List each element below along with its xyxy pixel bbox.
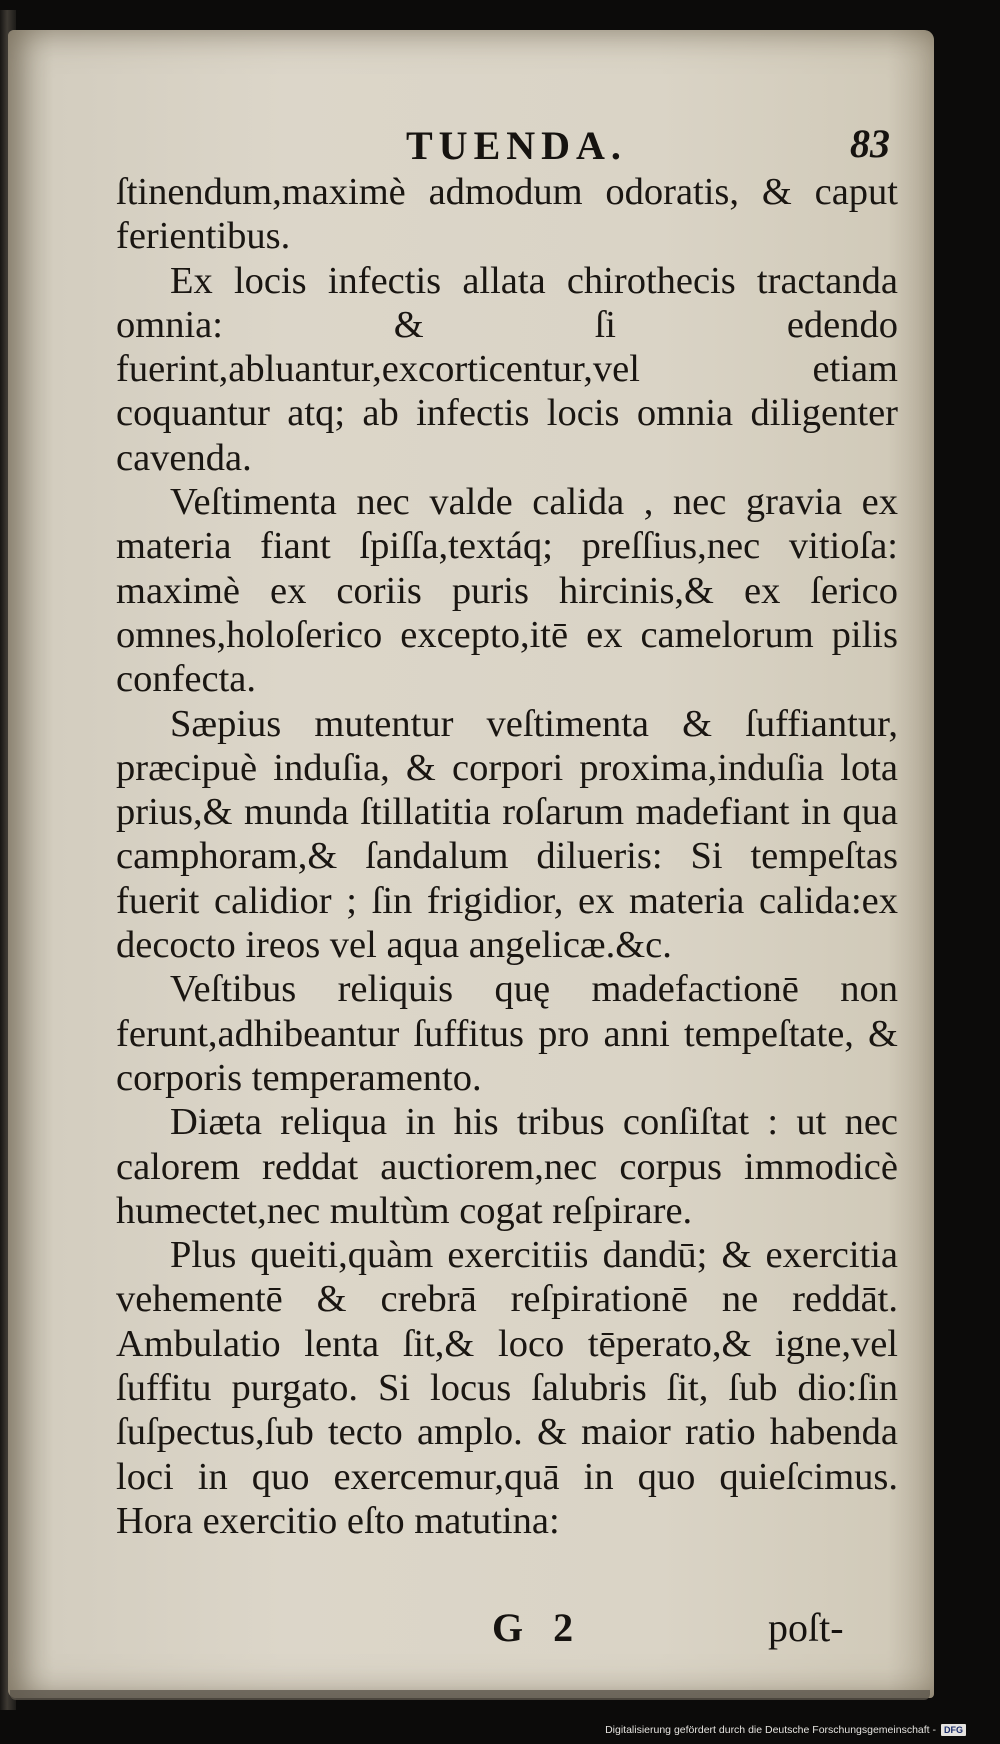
paragraph-2: Ex locis infectis allata chirothecis tractanda omnia: & ſi edendo fuerint,abluantur,excorticentur,vel etiam coquantur atq; ab infectis locis omnia diligenter cavenda.: [116, 259, 898, 479]
paragraph-5: Veſtibus reliquis quę madefactionē non ferunt,adhibeantur ſuffitus pro anni tempeſtate, & corporis temperamento.: [116, 968, 898, 1099]
body-text: [116, 170, 898, 1543]
signature-mark: G 2: [492, 1605, 584, 1650]
digitization-credit: [605, 1724, 966, 1736]
paragraph-3: Veſtimenta nec valde calida , nec gravia ex materia fiant ſpiſſa,textáq; preſſius,nec vitioſa: maximè ex coriis puris hircinis,& ex ſerico omnes,holoſerico excepto,itē ex camelorum pilis confecta.: [116, 481, 898, 701]
catchword: poſt-: [768, 1605, 844, 1650]
page-header: [8, 90, 934, 168]
paragraph-1: ſtinendum,maximè admodum odoratis, & caput ferientibus.: [116, 171, 898, 258]
paragraph-6: Diæta reliqua in his tribus conſiſtat : ut nec calorem reddat auctiorem,nec corpus immodicè humectet,nec multùm cogat reſpirare.: [116, 1101, 898, 1232]
book-page: [8, 30, 934, 1698]
page-number: 83: [850, 121, 890, 166]
paragraph-4: Sæpius mutentur veſtimenta & ſuffiantur, præcipuè induſia, & corpori proxima,induſia lota prius,& munda ſtillatitia roſarum madefiant in qua camphoram,& ſandalum dilueris: Si tempeſtas fuerit calidior ; ſin frigidior, ex materia calida:ex decocto ireos vel aqua angelicæ.&c.: [116, 702, 898, 967]
paragraph-7: Plus queiti,quàm exercitiis dandū; & exercitia vehementē & crebrā reſpirationē ne reddāt. Ambulatio lenta ſit,& loco tēperato,& igne,vel ſuffitu purgato. Si locus ſalubris ſit, ſub dio:ſin ſuſpectus,ſub tecto amplo. & maior ratio habenda loci in quo exercemur,quā in quo quieſcimus. Hora exercitio eſto matutina:: [116, 1234, 898, 1542]
page-footer: [8, 1604, 934, 1664]
dfg-logo-icon: DFG: [941, 1724, 966, 1736]
running-title: TUENDA.: [406, 123, 627, 168]
credit-text: Digitalisierung gefördert durch die Deutsche Forschungsgemeinschaft -: [605, 1724, 936, 1736]
page-bottom-edge: [10, 1690, 930, 1700]
